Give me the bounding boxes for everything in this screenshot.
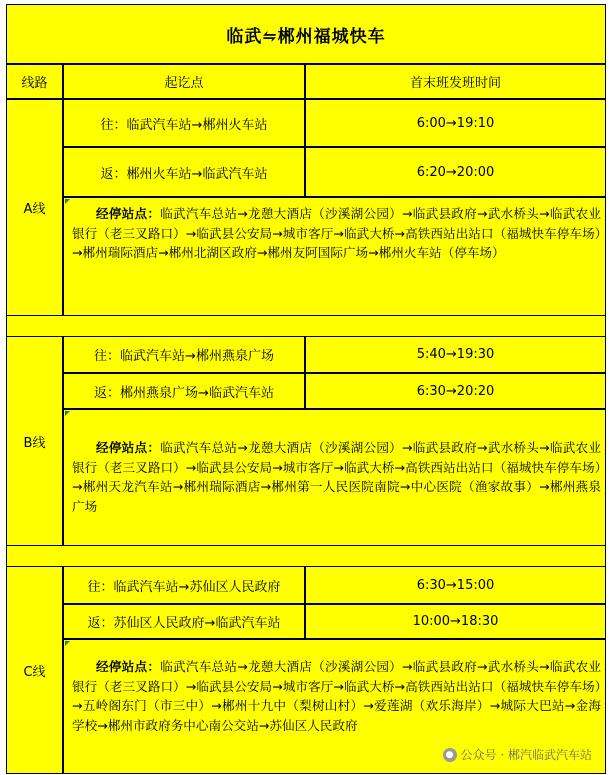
route-a-stops-text: 临武汽车总站→龙憩大酒店（沙溪湖公园）→临武县政府→武水桥头→临武农业银行（老三叉路口）→临武县公安局→城市客厅→临武大桥→高铁西站出站口（福城快车停车场）→郴州瑞际酒店→郴州北湖区政府→郴州友阿国际广场→郴州火车站（停车场）: [72, 206, 602, 261]
page-title: 临武⇋郴州福城快车: [6, 4, 606, 64]
schedule-sheet: [6, 4, 606, 774]
route-c-return-times: 10:00→18:30: [305, 604, 606, 639]
route-b-outbound: 往：临武汽车站→郴州燕泉广场: [63, 336, 305, 373]
route-name-c: C线: [6, 566, 63, 774]
route-b-outbound-times: 5:40→19:30: [305, 336, 606, 373]
stops-label: 经停站点：: [96, 440, 161, 455]
stops-label: 经停站点：: [96, 206, 161, 221]
stops-label: 经停站点：: [96, 659, 161, 674]
header-times: 首末班发班时间: [305, 64, 606, 99]
route-c-stops-text: 临武汽车总站→龙憩大酒店（沙溪湖公园）→临武县政府→武水桥头→临武农业银行（老三叉路口）→临武县公安局→城市客厅→临武大桥→高铁西站出站口（福城快车停车场）→五岭阁东门（市三中）→郴州十九中（梨树山村）→爱莲湖（欢乐海岸）→城际大巴站→金海学校→郴州市政府务中心南公交站→苏仙区人民政府: [72, 659, 602, 733]
watermark-text: 公众号 · 郴汽临武汽车站: [460, 748, 592, 762]
route-name-a: A线: [6, 99, 63, 316]
row-gap: [6, 546, 606, 566]
route-b-return-times: 6:30→20:20: [305, 373, 606, 409]
header-route: 线路: [6, 64, 63, 99]
header-stops: 起讫点: [63, 64, 305, 99]
wechat-icon: ●: [443, 748, 457, 762]
route-c-outbound-times: 6:30→15:00: [305, 566, 606, 604]
route-c-outbound: 往：临武汽车站→苏仙区人民政府: [63, 566, 305, 604]
route-b-return: 返：郴州燕泉广场→临武汽车站: [63, 373, 305, 409]
corner-marker: [65, 641, 70, 646]
corner-marker: [65, 199, 70, 204]
corner-marker: [65, 411, 70, 416]
route-name-b: B线: [6, 336, 63, 546]
route-b-stops: [63, 409, 606, 546]
route-b-stops-text: 临武汽车总站→龙憩大酒店（沙溪湖公园）→临武县政府→武水桥头→临武农业银行（老三叉路口）→临武县公安局→城市客厅→临武大桥→高铁西站出站口（福城快车停车场）→郴州天龙汽车站→郴州瑞际酒店→郴州第一人民医院南院→中心医院（渔家故事）→郴州燕泉广场: [72, 440, 602, 514]
route-a-outbound: 往：临武汽车站→郴州火车站: [63, 99, 305, 147]
route-a-return: 返：郴州火车站→临武汽车站: [63, 147, 305, 197]
route-a-outbound-times: 6:00→19:10: [305, 99, 606, 147]
route-a-stops: [63, 197, 606, 316]
route-a-return-times: 6:20→20:00: [305, 147, 606, 197]
watermark: [443, 746, 592, 763]
row-gap: [6, 316, 606, 336]
route-c-return: 返：苏仙区人民政府→临武汽车站: [63, 604, 305, 639]
